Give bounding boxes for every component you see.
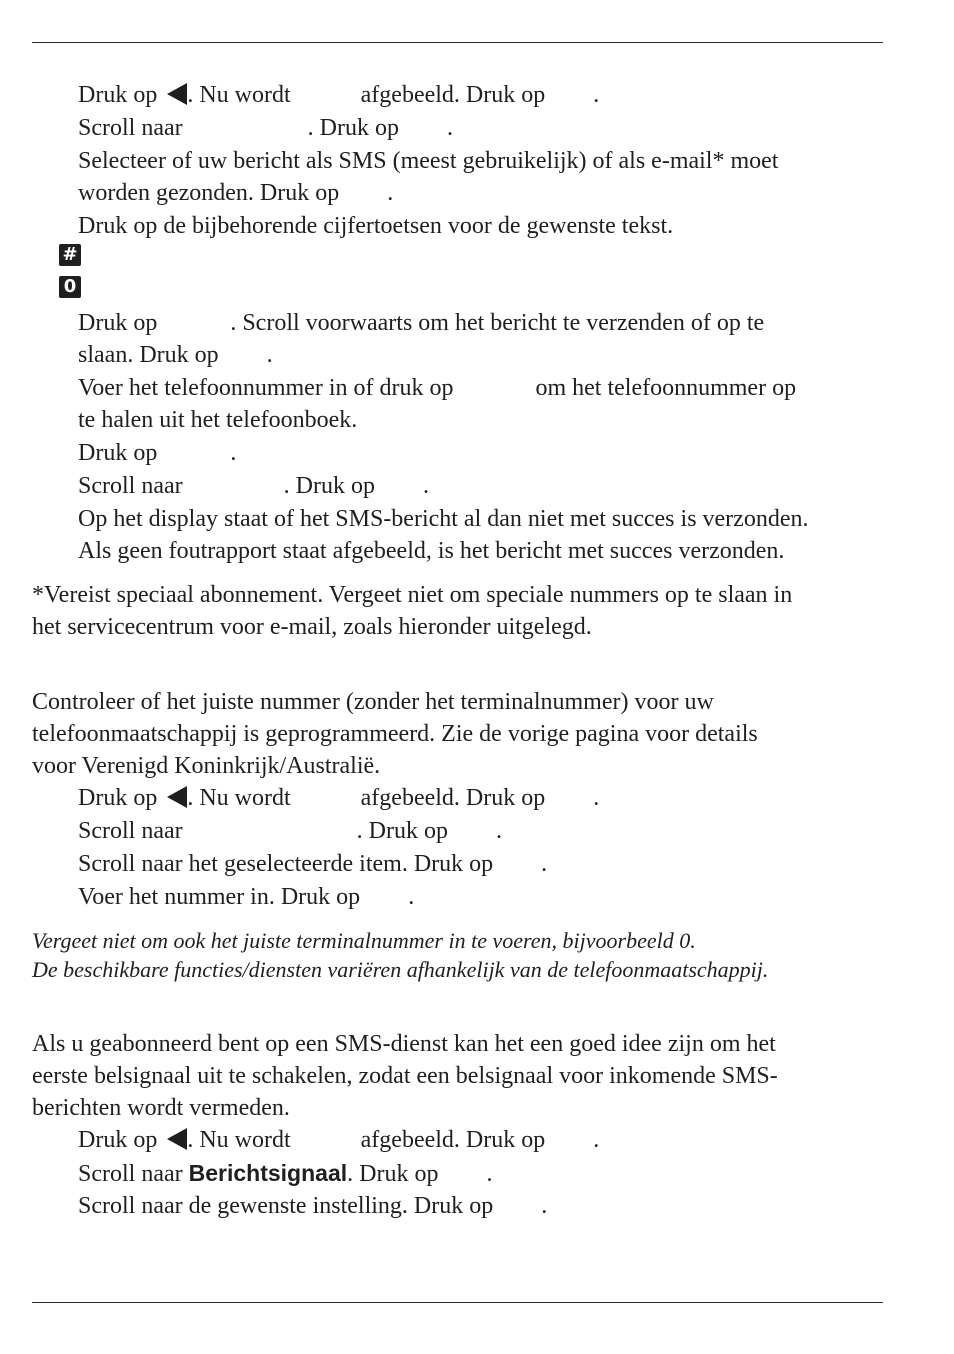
sms-step-enter-number-cont: te halen uit het telefoonboek. bbox=[78, 407, 358, 433]
service-step-select-item: Scroll naar het geselecteerde item. Druk op . bbox=[78, 851, 548, 877]
signal-step-scroll: Scroll naar Berichtsignaal. Druk op . bbox=[78, 1160, 493, 1187]
signal-paragraph-1: Als u geabonneerd bent op een SMS-dienst kan het een goed idee zijn om het bbox=[32, 1031, 776, 1057]
sms-step-press: Druk op . bbox=[78, 440, 237, 466]
footnote-line-1: *Vereist speciaal abonnement. Vergeet niet om speciale nummers op te slaan in bbox=[32, 582, 793, 608]
sms-step-options: Druk op . Scroll voorwaarts om het bericht te verzenden of op te bbox=[78, 310, 765, 336]
service-step-enter-number: Voer het nummer in. Druk op . bbox=[78, 884, 415, 910]
sms-step-enter-number: Voer het telefoonnummer in of druk op om het telefoonnummer op bbox=[78, 375, 797, 401]
zero-key-icon: 0 bbox=[59, 276, 81, 298]
service-paragraph-3: voor Verenigd Koninkrijk/Australië. bbox=[32, 753, 381, 779]
sms-step-result-cont: Als geen foutrapport staat afgebeeld, is het bericht met succes verzonden. bbox=[78, 538, 785, 564]
hash-key-icon: # bbox=[59, 244, 81, 266]
signal-step-select-setting: Scroll naar de gewenste instelling. Druk op . bbox=[78, 1193, 548, 1219]
sms-step-options-cont: slaan. Druk op . bbox=[78, 342, 273, 368]
sms-step-type-text: Druk op de bijbehorende cijfertoetsen voor de gewenste tekst. bbox=[78, 213, 674, 239]
menu-item-berichtsignaal: Berichtsignaal bbox=[188, 1160, 348, 1186]
sms-step-scroll: Scroll naar . Druk op . bbox=[78, 115, 453, 141]
sms-step-select-type-cont: worden gezonden. Druk op . bbox=[78, 180, 394, 206]
signal-step-menu: Druk op . Nu wordt afgebeeld. Druk op . bbox=[78, 1127, 600, 1153]
service-step-menu: Druk op . Nu wordt afgebeeld. Druk op . bbox=[78, 785, 600, 811]
sms-step-select-type: Selecteer of uw bericht als SMS (meest gebruikelijk) of als e-mail* moet bbox=[78, 148, 779, 174]
left-arrow-key-icon bbox=[167, 786, 187, 808]
service-step-scroll: Scroll naar . Druk op . bbox=[78, 818, 502, 844]
sms-step-scroll-send: Scroll naar . Druk op . bbox=[78, 473, 429, 499]
signal-paragraph-2: eerste belsignaal uit te schakelen, zodat een belsignaal voor inkomende SMS- bbox=[32, 1063, 778, 1089]
service-paragraph-2: telefoonmaatschappij is geprogrammeerd. Zie de vorige pagina voor details bbox=[32, 721, 758, 747]
signal-paragraph-3: berichten wordt vermeden. bbox=[32, 1095, 290, 1121]
bottom-rule bbox=[32, 1302, 883, 1303]
top-rule bbox=[32, 42, 883, 43]
service-paragraph-1: Controleer of het juiste nummer (zonder het terminalnummer) voor uw bbox=[32, 689, 714, 715]
service-note-1: Vergeet niet om ook het juiste terminalnummer in te voeren, bijvoorbeeld 0. bbox=[32, 928, 696, 953]
footnote-line-2: het servicecentrum voor e-mail, zoals hieronder uitgelegd. bbox=[32, 614, 592, 640]
service-note-2: De beschikbare functies/diensten variëren afhankelijk van de telefoonmaatschappij. bbox=[32, 957, 769, 982]
left-arrow-key-icon bbox=[167, 1128, 187, 1150]
sms-step-result: Op het display staat of het SMS-bericht al dan niet met succes is verzonden. bbox=[78, 506, 809, 532]
left-arrow-key-icon bbox=[167, 83, 187, 105]
sms-step-menu: Druk op . Nu wordt afgebeeld. Druk op . bbox=[78, 82, 600, 108]
